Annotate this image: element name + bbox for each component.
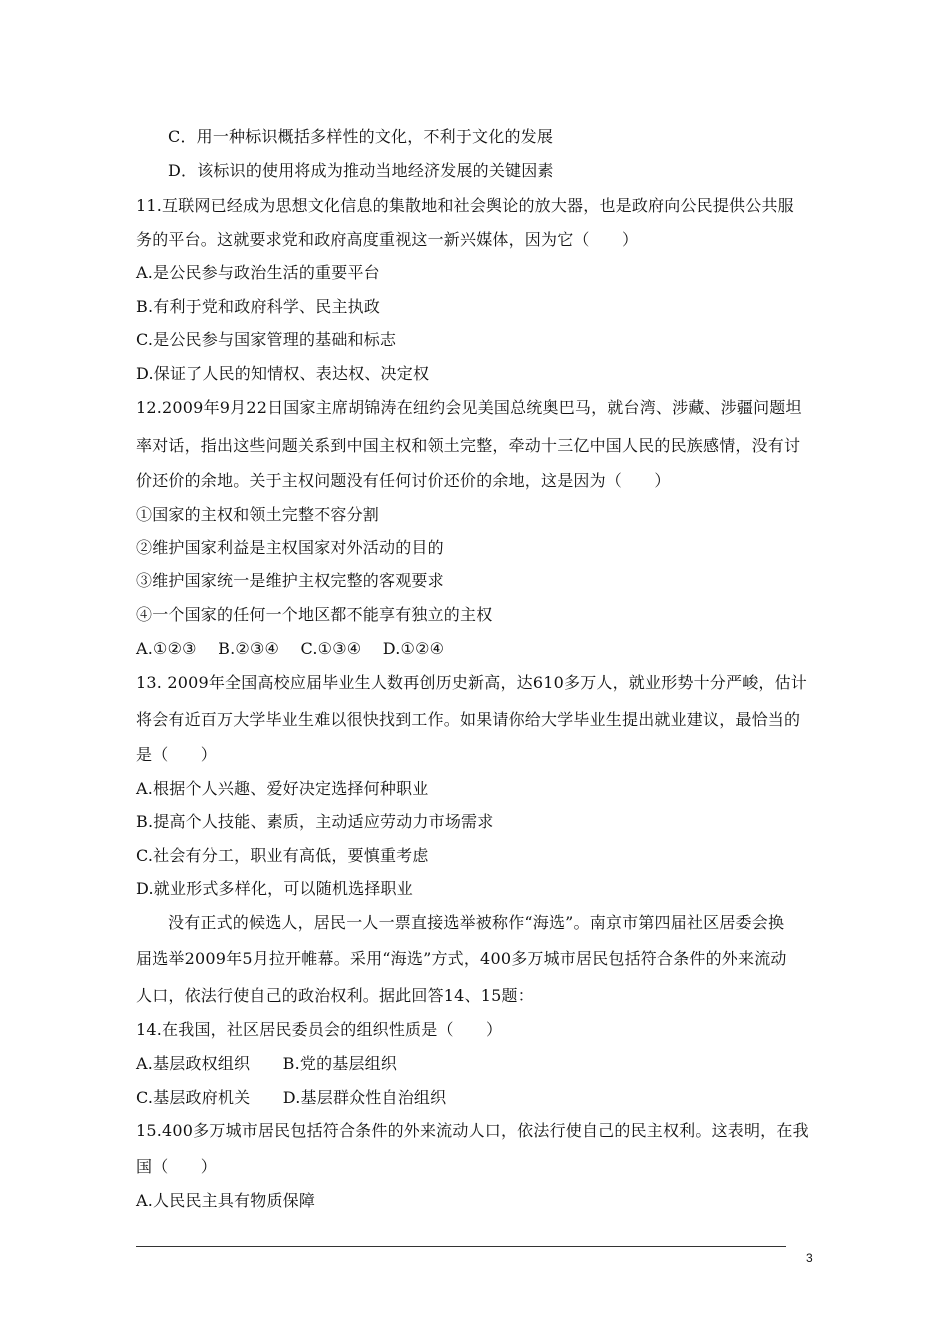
- options-14-ab: A.基层政权组织 B.党的基层组织: [136, 1054, 398, 1073]
- option-13c: C.社会有分工，职业有高低，要慎重考虑: [136, 846, 429, 865]
- material-line-2: 届选举2009年5月拉开帷幕。采用“海选”方式，400多万城市居民包括符合条件的外来流动: [136, 949, 787, 968]
- question-11-line-2: 务的平台。这就要求党和政府高度重视这一新兴媒体，因为它（ ）: [136, 230, 639, 249]
- footer-rule: [136, 1246, 786, 1247]
- option-13b: B.提高个人技能、素质，主动适应劳动力市场需求: [136, 812, 494, 831]
- option-11a: A.是公民参与政治生活的重要平台: [136, 263, 380, 282]
- question-13-line-3: 是（ ）: [136, 745, 218, 764]
- question-15-line-1: 15.400多万城市居民包括符合条件的外来流动人口，依法行使自己的民主权利。这表明，在我: [136, 1121, 809, 1140]
- page-number: 3: [806, 1251, 813, 1265]
- question-13-line-1: 13. 2009年全国高校应届毕业生人数再创历史新高，达610多万人，就业形势十分严峻，估计: [136, 673, 807, 692]
- option-11d: D.保证了人民的知情权、表达权、决定权: [136, 364, 430, 383]
- option-11b: B.有利于党和政府科学、民主执政: [136, 297, 381, 316]
- option-10d: D．该标识的使用将成为推动当地经济发展的关键因素: [168, 161, 554, 180]
- statement-12-2: ②维护国家利益是主权国家对外活动的目的: [136, 538, 444, 557]
- material-line-1: 没有正式的候选人，居民一人一票直接选举被称作“海选”。南京市第四届社区居委会换: [168, 913, 785, 932]
- option-10c: C．用一种标识概括多样性的文化，不利于文化的发展: [168, 127, 554, 146]
- option-13d: D.就业形式多样化，可以随机选择职业: [136, 879, 413, 898]
- statement-12-1: ①国家的主权和领土完整不容分割: [136, 505, 380, 524]
- statement-12-3: ③维护国家统一是维护主权完整的客观要求: [136, 571, 444, 590]
- options-14-cd: C.基层政府机关 D.基层群众性自治组织: [136, 1088, 447, 1107]
- question-12-line-1: 12.2009年9月22日国家主席胡锦涛在纽约会见美国总统奥巴马，就台湾、涉藏、涉疆问题坦: [136, 398, 802, 417]
- options-12: A.①②③ B.②③④ C.①③④ D.①②④: [136, 639, 445, 658]
- option-11c: C.是公民参与国家管理的基础和标志: [136, 330, 397, 349]
- statement-12-4: ④一个国家的任何一个地区都不能享有独立的主权: [136, 605, 493, 624]
- question-15-line-2: 国（ ）: [136, 1157, 218, 1176]
- option-13a: A.根据个人兴趣、爱好决定选择何种职业: [136, 779, 429, 798]
- question-11-line-1: 11.互联网已经成为思想文化信息的集散地和社会舆论的放大器，也是政府向公民提供公共服: [136, 196, 794, 215]
- question-13-line-2: 将会有近百万大学毕业生难以很快找到工作。如果请你给大学毕业生提出就业建议，最恰当的: [136, 710, 801, 729]
- question-12-line-3: 价还价的余地。关于主权问题没有任何讨价还价的余地，这是因为（ ）: [136, 471, 671, 490]
- option-15a: A.人民民主具有物质保障: [136, 1191, 316, 1210]
- material-line-3: 人口，依法行使自己的政治权利。据此回答14、15题：: [136, 986, 534, 1005]
- question-14: 14.在我国，社区居民委员会的组织性质是（ ）: [136, 1020, 503, 1039]
- question-12-line-2: 率对话，指出这些问题关系到中国主权和领土完整，牵动十三亿中国人民的民族感情，没有讨: [136, 436, 801, 455]
